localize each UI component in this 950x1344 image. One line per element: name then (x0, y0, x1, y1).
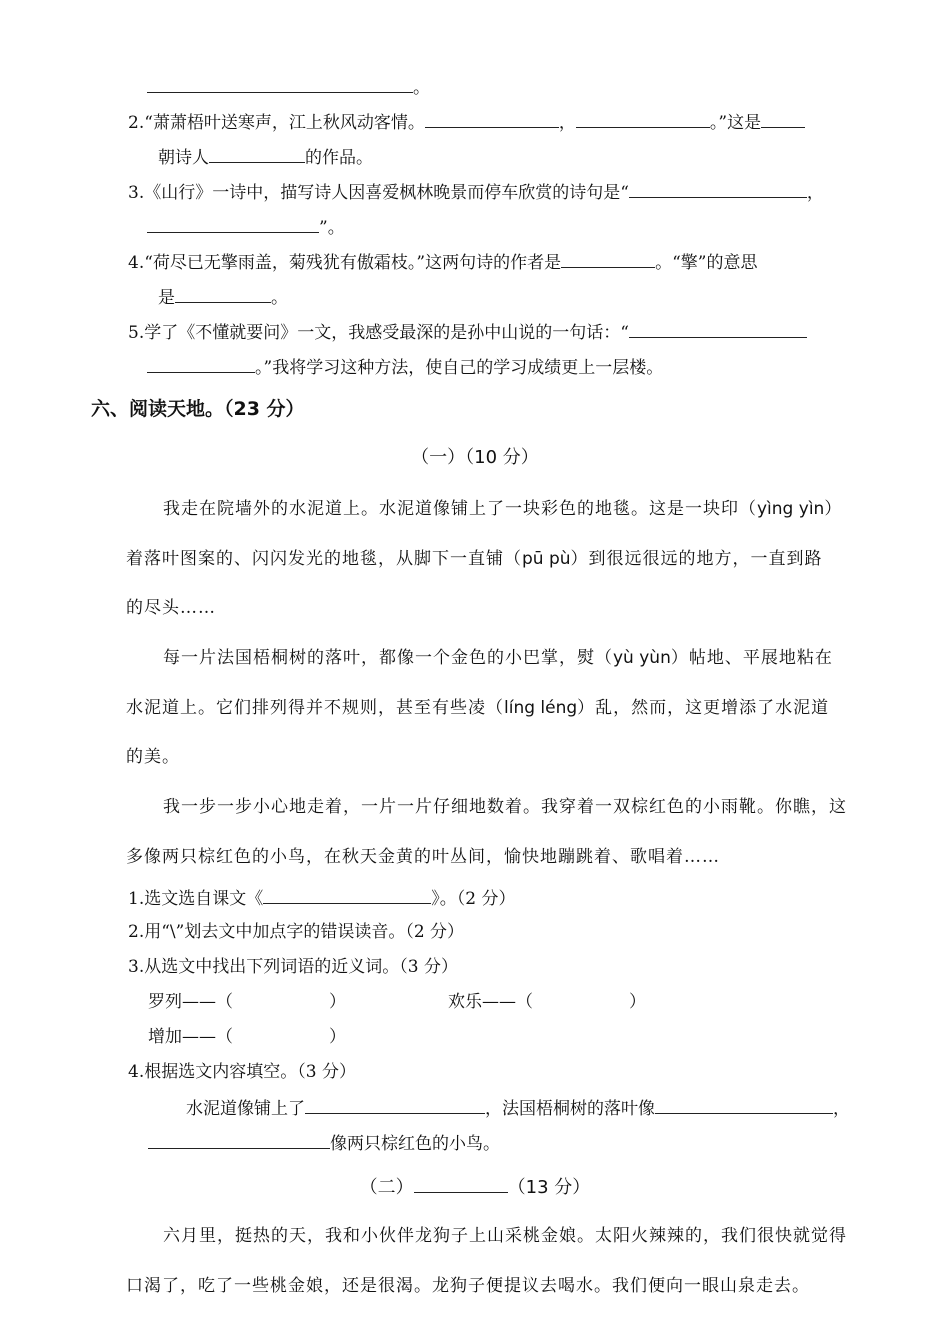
answer-blank[interactable] (576, 109, 710, 128)
question-5-cont: 。”我将学习这种方法，使自己的学习成绩更上一层楼。 (147, 354, 663, 380)
passage-1-line: 的尽头…… (126, 598, 216, 618)
passage-1-line: 着落叶图案的、闪闪发光的地毯，从脚下一直铺（pū pù）到很远很远的地方，一直到路 (126, 549, 823, 569)
answer-blank[interactable] (147, 74, 413, 93)
question-4-cont: 是 。 (158, 284, 288, 310)
reading-question-4: 4.根据选文内容填空。（3 分） (128, 1062, 356, 1082)
q1-answer-line: 。 (147, 74, 430, 100)
reading-question-2: 2.用“\”划去文中加点字的错误读音。（2 分） (128, 922, 465, 942)
question-3-cont: ”。 (147, 214, 345, 240)
passage-2-line: 水泥道上。它们排列得并不规则，甚至有些凌（líng léng）乱，然而，这更增添了水泥道 (126, 698, 830, 718)
synonym-item: 增加——（ ） (148, 1027, 346, 1047)
question-2-cont: 朝诗人 的作品。 (158, 144, 373, 170)
answer-blank[interactable] (629, 179, 807, 198)
question-4: 4.“荷尽已无擎雨盖，菊残犹有傲霜枝。”这两句诗的作者是 。“擎”的意思 (128, 249, 758, 275)
synonym-item: 罗列——（ ） (148, 992, 346, 1012)
passage-2-line: 每一片法国梧桐树的落叶，都像一个金色的小巴掌，熨（yù yùn）帖地、平展地粘在 (163, 648, 833, 668)
passage-4-line: 六月里，挺热的天，我和小伙伴龙狗子上山采桃金娘。太阳火辣辣的，我们很快就觉得 (163, 1226, 847, 1246)
passage-4-line: 口渴了，吃了一些桃金娘，还是很渴。龙狗子便提议去喝水。我们便向一眼山泉走去。 (126, 1276, 810, 1296)
synonym-item: 欢乐——（ ） (448, 992, 646, 1012)
answer-blank[interactable] (175, 284, 271, 303)
question-5: 5.学了《不懂就要问》一文，我感受最深的是孙中山说的一句话：“ (128, 319, 807, 345)
answer-blank[interactable] (425, 109, 559, 128)
passage-3-line: 我一步一步小心地走着，一片一片仔细地数着。我穿着一双棕红色的小雨靴。你瞧，这 (163, 797, 847, 817)
title-blank[interactable] (414, 1172, 508, 1193)
passage-3-line: 多像两只棕红色的小鸟，在秋天金黄的叶丛间，愉快地蹦跳着、歌唱着…… (126, 847, 720, 867)
reading-question-3: 3.从选文中找出下列词语的近义词。（3 分） (128, 957, 458, 977)
question-3: 3.《山行》一诗中，描写诗人因喜爱枫林晚景而停车欣赏的诗句是“ ， (128, 179, 824, 205)
answer-blank[interactable] (209, 144, 305, 163)
answer-blank[interactable] (147, 214, 319, 233)
fill-line-1: 水泥道像铺上了 ，法国梧桐树的落叶像 ， (186, 1095, 850, 1121)
question-2: 2.“萧萧梧叶送寒声，江上秋风动客情。 ， 。”这是 (128, 109, 805, 135)
part-1-title: （一）（10 分） (411, 447, 539, 468)
answer-blank[interactable] (263, 885, 431, 904)
reading-question-1: 1.选文选自课文《 》。（2 分） (128, 885, 515, 911)
answer-blank[interactable] (761, 109, 805, 128)
section-title: 六、阅读天地。（23 分） (91, 398, 305, 420)
answer-blank[interactable] (629, 319, 807, 338)
passage-1-line: 我走在院墙外的水泥道上。水泥道像铺上了一块彩色的地毯。这是一块印（yìng yìn） (163, 499, 843, 519)
answer-blank[interactable] (148, 1130, 330, 1149)
fill-line-2: 像两只棕红色的小鸟。 (148, 1130, 500, 1156)
passage-2-line: 的美。 (126, 747, 180, 767)
answer-blank[interactable] (147, 354, 255, 373)
answer-blank[interactable] (655, 1095, 833, 1114)
answer-blank[interactable] (305, 1095, 485, 1114)
answer-blank[interactable] (561, 249, 655, 268)
part-2-title: （二） （13 分） (0, 1172, 950, 1201)
